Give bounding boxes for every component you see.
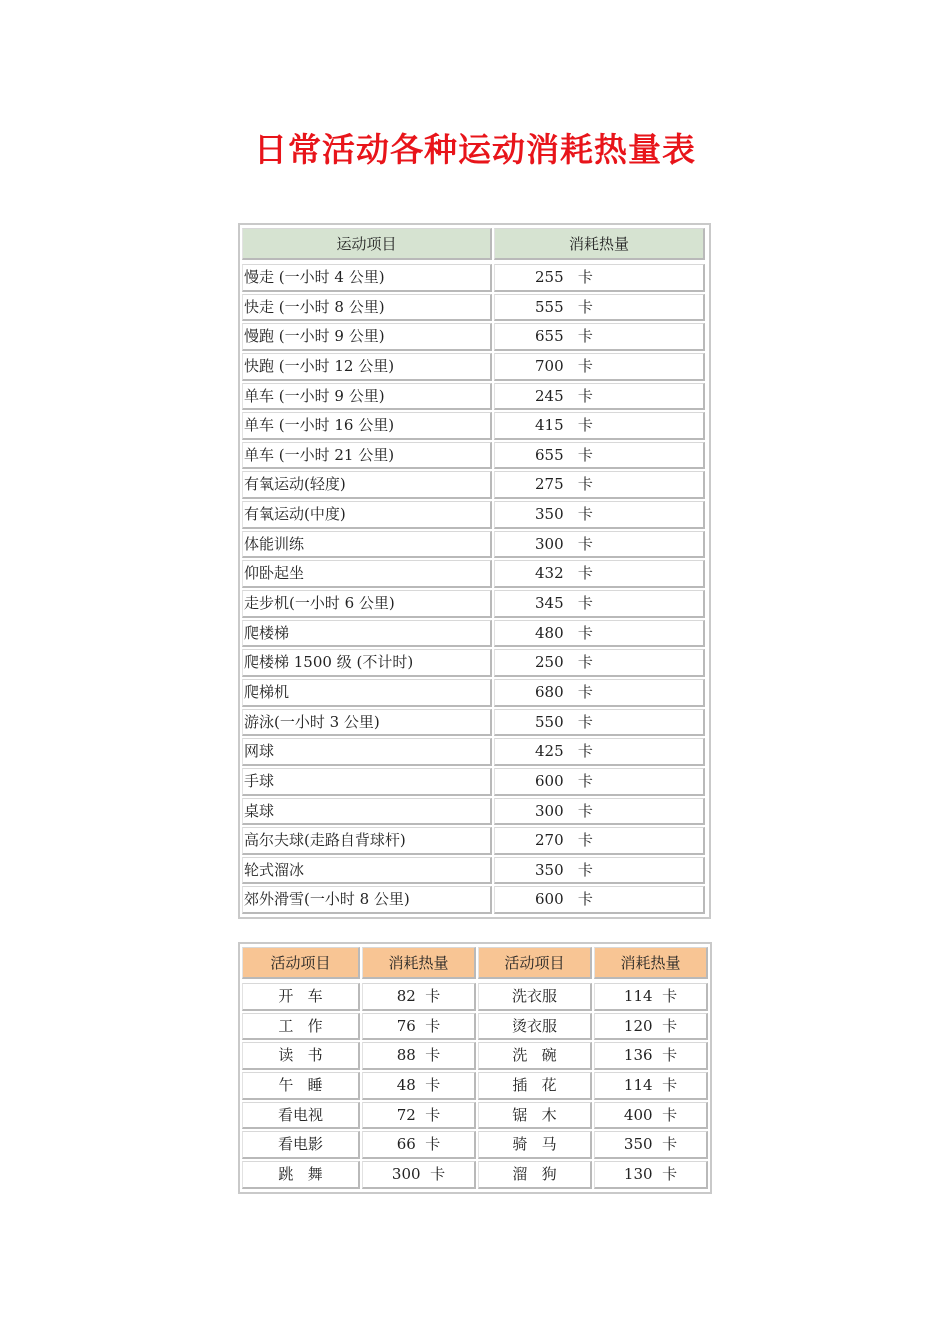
calorie-cell: 48 卡: [362, 1072, 476, 1100]
exercise-item-cell: 快走 (一小时 8 公里): [242, 294, 492, 322]
activity-item-cell: 看电视: [242, 1102, 360, 1130]
calorie-cell: 300 卡: [494, 531, 705, 559]
calorie-cell: 136 卡: [594, 1042, 708, 1070]
calorie-cell: 550 卡: [494, 709, 705, 737]
activity-item-cell: 骑 马: [478, 1131, 592, 1159]
calorie-cell: 425 卡: [494, 738, 705, 766]
exercise-item-cell: 有氧运动(中度): [242, 501, 492, 529]
table-row: [242, 856, 707, 886]
calorie-cell: 600 卡: [494, 768, 705, 796]
calorie-cell: 350 卡: [494, 857, 705, 885]
calorie-cell: 130 卡: [594, 1161, 708, 1189]
table-row: [242, 500, 707, 530]
calorie-cell: 72 卡: [362, 1102, 476, 1130]
table-row: [242, 767, 707, 797]
calorie-cell: 700 卡: [494, 353, 705, 381]
exercise-item-cell: 郊外滑雪(一小时 8 公里): [242, 886, 492, 914]
table-row: [242, 678, 707, 708]
calorie-cell: 114 卡: [594, 1072, 708, 1100]
activity-item-cell: 开 车: [242, 983, 360, 1011]
table-row: [242, 559, 707, 589]
exercise-item-cell: 轮式溜冰: [242, 857, 492, 885]
activity-item-cell: 插 花: [478, 1072, 592, 1100]
exercise-item-cell: 体能训练: [242, 531, 492, 559]
calorie-cell: 480 卡: [494, 620, 705, 648]
exercise-item-cell: 慢跑 (一小时 9 公里): [242, 323, 492, 351]
activity-item-cell: 读 书: [242, 1042, 360, 1070]
header-calories: 消耗热量: [362, 947, 476, 979]
exercise-item-cell: 有氧运动(轻度): [242, 471, 492, 499]
table-row: [242, 737, 707, 767]
activity-item-cell: 跳 舞: [242, 1161, 360, 1189]
calorie-cell: 655 卡: [494, 442, 705, 470]
calorie-cell: 245 卡: [494, 383, 705, 411]
exercise-item-cell: 仰卧起坐: [242, 560, 492, 588]
calorie-cell: 275 卡: [494, 471, 705, 499]
header-calories: 消耗热量: [594, 947, 708, 979]
exercise-item-cell: 桌球: [242, 798, 492, 826]
table-header-row: [242, 227, 707, 263]
calorie-cell: 250 卡: [494, 649, 705, 677]
activity-item-cell: 烫衣服: [478, 1013, 592, 1041]
table-row: [242, 263, 707, 293]
table-row: [242, 441, 707, 471]
table-row: [242, 1012, 708, 1042]
exercise-item-cell: 爬梯机: [242, 679, 492, 707]
activity-item-cell: 溜 狗: [478, 1161, 592, 1189]
exercise-item-cell: 单车 (一小时 16 公里): [242, 412, 492, 440]
table-row: [242, 411, 707, 441]
exercise-item-cell: 慢走 (一小时 4 公里): [242, 264, 492, 292]
table-row: [242, 1160, 708, 1190]
activity-item-cell: 午 睡: [242, 1072, 360, 1100]
header-activity-item: 活动项目: [242, 947, 360, 979]
page-title: 日常活动各种运动消耗热量表: [254, 130, 696, 169]
table-row: [242, 589, 707, 619]
calorie-cell: 82 卡: [362, 983, 476, 1011]
table-row: [242, 619, 707, 649]
exercise-item-cell: 走步机(一小时 6 公里): [242, 590, 492, 618]
exercise-item-cell: 手球: [242, 768, 492, 796]
calorie-cell: 600 卡: [494, 886, 705, 914]
calorie-cell: 300 卡: [362, 1161, 476, 1189]
calorie-cell: 655 卡: [494, 323, 705, 351]
table-row: [242, 885, 707, 915]
calorie-cell: 350 卡: [494, 501, 705, 529]
table-header-row: [242, 946, 708, 982]
activity-item-cell: 看电影: [242, 1131, 360, 1159]
table-body: [242, 982, 708, 1190]
table-row: [242, 352, 707, 382]
calorie-cell: 555 卡: [494, 294, 705, 322]
table-row: [242, 470, 707, 500]
daily-activity-calorie-table: [238, 942, 712, 1194]
activity-item-cell: 洗 碗: [478, 1042, 592, 1070]
activity-item-cell: 锯 木: [478, 1102, 592, 1130]
header-activity-item: 活动项目: [478, 947, 592, 979]
table-row: [242, 982, 708, 1012]
exercise-item-cell: 爬楼梯: [242, 620, 492, 648]
table-row: [242, 1130, 708, 1160]
calorie-cell: 400 卡: [594, 1102, 708, 1130]
table-row: [242, 797, 707, 827]
exercise-item-cell: 高尔夫球(走路自背球杆): [242, 827, 492, 855]
exercise-item-cell: 游泳(一小时 3 公里): [242, 709, 492, 737]
calorie-cell: 255 卡: [494, 264, 705, 292]
calorie-cell: 350 卡: [594, 1131, 708, 1159]
calorie-cell: 300 卡: [494, 798, 705, 826]
exercise-item-cell: 单车 (一小时 9 公里): [242, 383, 492, 411]
calorie-cell: 114 卡: [594, 983, 708, 1011]
calorie-cell: 345 卡: [494, 590, 705, 618]
calorie-cell: 88 卡: [362, 1042, 476, 1070]
calorie-cell: 680 卡: [494, 679, 705, 707]
table-row: [242, 1101, 708, 1131]
calorie-cell: 120 卡: [594, 1013, 708, 1041]
exercise-item-cell: 网球: [242, 738, 492, 766]
table-row: [242, 293, 707, 323]
calorie-cell: 415 卡: [494, 412, 705, 440]
exercise-item-cell: 爬楼梯 1500 级 (不计时): [242, 649, 492, 677]
activity-item-cell: 工 作: [242, 1013, 360, 1041]
calorie-cell: 76 卡: [362, 1013, 476, 1041]
table-row: [242, 826, 707, 856]
header-calories: 消耗热量: [494, 228, 705, 260]
activity-item-cell: 洗衣服: [478, 983, 592, 1011]
table-row: [242, 382, 707, 412]
calorie-cell: 66 卡: [362, 1131, 476, 1159]
table-body: [242, 263, 707, 915]
exercise-calorie-table: [238, 223, 711, 919]
exercise-item-cell: 单车 (一小时 21 公里): [242, 442, 492, 470]
table-row: [242, 530, 707, 560]
table-row: [242, 708, 707, 738]
exercise-item-cell: 快跑 (一小时 12 公里): [242, 353, 492, 381]
calorie-cell: 432 卡: [494, 560, 705, 588]
header-exercise-item: 运动项目: [242, 228, 492, 260]
table-row: [242, 648, 707, 678]
calorie-cell: 270 卡: [494, 827, 705, 855]
table-row: [242, 322, 707, 352]
table-row: [242, 1041, 708, 1071]
table-row: [242, 1071, 708, 1101]
